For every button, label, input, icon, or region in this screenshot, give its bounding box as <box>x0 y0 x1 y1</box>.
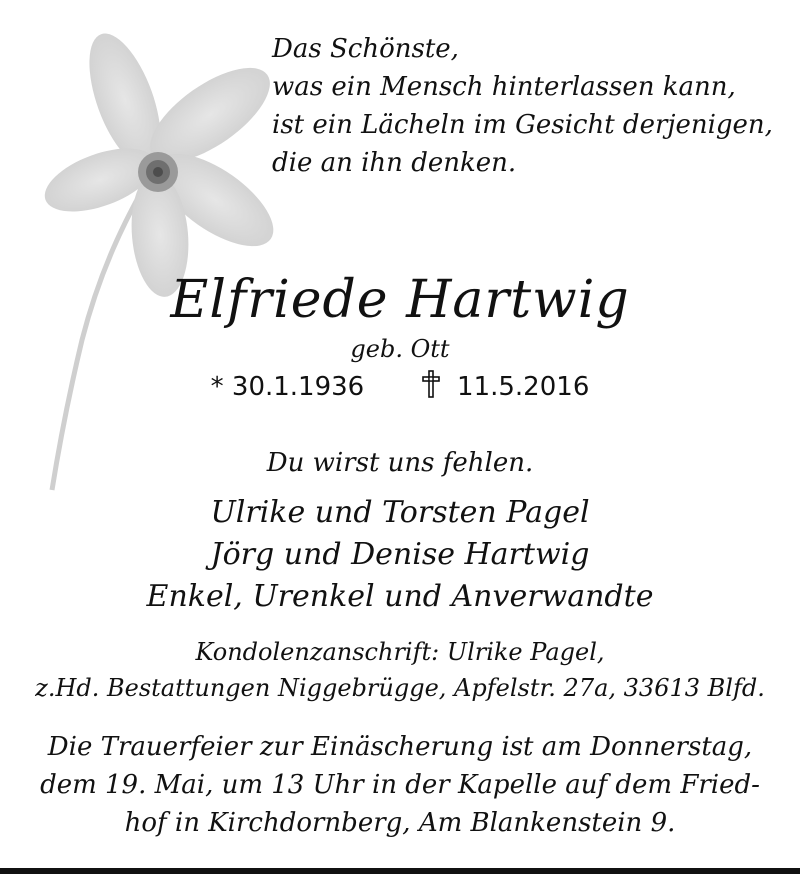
quote-line: ist ein Lächeln im Gesicht derjenigen, <box>272 110 773 140</box>
quote-line: was ein Mensch hinterlassen kann, <box>272 72 736 102</box>
funeral-service-info <box>0 728 800 842</box>
deceased-name: Elfriede Hartwig <box>170 270 630 330</box>
family-line: Jörg und Denise Hartwig <box>210 537 590 572</box>
family-list <box>0 492 800 618</box>
flower-image <box>30 20 290 500</box>
bottom-rule <box>0 868 800 874</box>
birth-date: * 30.1.1936 <box>210 372 365 402</box>
service-line: Die Trauerfeier zur Einäscherung ist am Donnerstag, <box>47 732 753 762</box>
birth-name: geb. Ott <box>350 335 450 363</box>
farewell-message: Du wirst uns fehlen. <box>266 448 534 478</box>
death-date: 11.5.2016 <box>457 372 590 402</box>
service-line: dem 19. Mai, um 13 Uhr in der Kapelle auf dem Fried- <box>40 770 760 800</box>
quote-line: die an ihn denken. <box>272 148 517 178</box>
service-line: hof in Kirchdornberg, Am Blankenstein 9. <box>124 808 676 838</box>
quote-block <box>272 30 792 182</box>
cross-icon <box>421 370 441 398</box>
life-dates <box>0 370 800 402</box>
condolence-address <box>0 634 800 706</box>
family-line: Enkel, Urenkel und Anverwandte <box>146 579 654 614</box>
condolence-line: z.Hd. Bestattungen Niggebrügge, Apfelstr. 27a, 33613 Blfd. <box>35 674 765 702</box>
family-line: Ulrike und Torsten Pagel <box>210 495 590 530</box>
condolence-line: Kondolenzanschrift: Ulrike Pagel, <box>195 638 605 666</box>
quote-line: Das Schönste, <box>272 34 459 64</box>
